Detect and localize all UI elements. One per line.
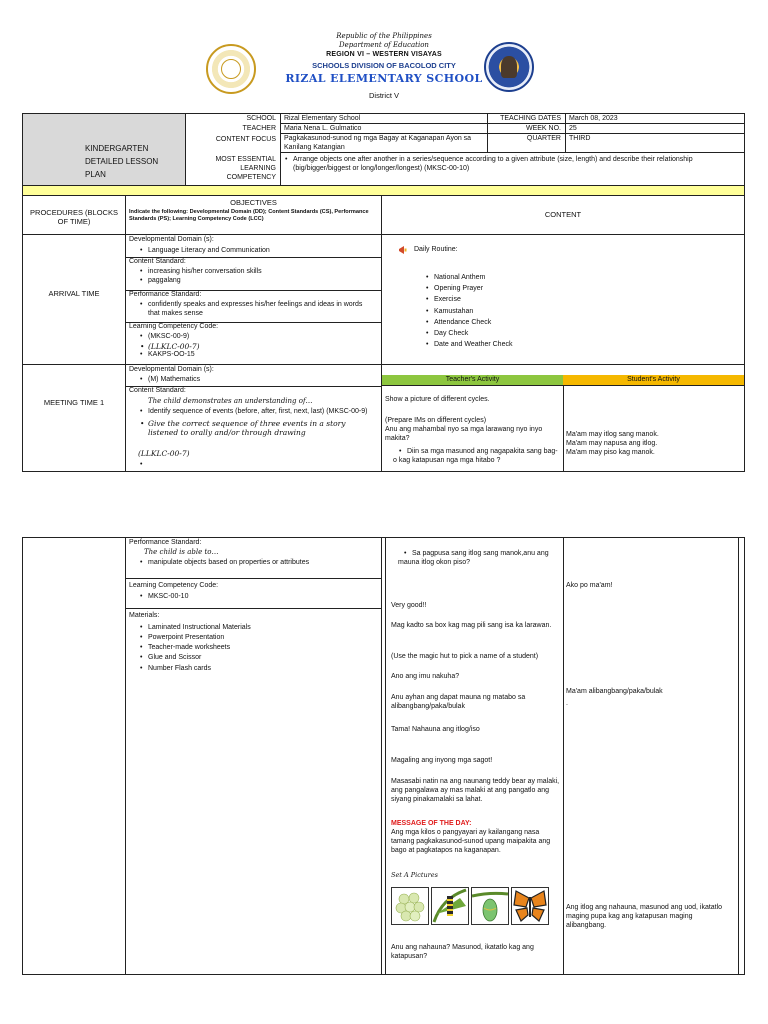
routine-item: • Opening Prayer xyxy=(424,283,624,294)
content-heading-cell xyxy=(381,195,745,235)
p2-material-item: • Glue and Scissor xyxy=(138,653,378,663)
teacher-p2: (Prepare IMs on different cycles) xyxy=(385,417,487,424)
meeting-label-cell xyxy=(22,364,126,472)
p2-t2: Very good!! xyxy=(391,602,427,609)
p2-t4: (Use the magic hut to pick a name of a student) xyxy=(391,653,539,660)
routine-item: • Exercise xyxy=(424,294,624,305)
arrival-dd-item: • Language Literacy and Communication xyxy=(138,247,378,256)
butterfly-icon xyxy=(511,887,549,925)
teacher-p1: Show a picture of different cycles. xyxy=(385,396,490,403)
dates-label: TEACHING DATES xyxy=(500,115,561,122)
meeting-cs-item: • Give the correct sequence of three events in a story listened to orally and/or through drawing xyxy=(138,419,376,438)
teacher-p4-list xyxy=(383,448,561,466)
p2-ps-list xyxy=(138,559,378,568)
focus-value-cell xyxy=(280,133,488,153)
p2-t5: Ano ang imu nakuha? xyxy=(391,673,460,680)
teacher-value: Maria Nena L. Gulmatico xyxy=(284,125,362,132)
meeting-cs-code: (LLKLC-00-7) xyxy=(138,449,190,458)
p2-ps-label: Performance Standard: xyxy=(129,539,202,546)
meeting-cs-label: Content Standard: xyxy=(129,387,186,394)
p2-s4: Ang itlog ang nahauna, masunod ang uod, ikatatlo maging pupa kag ang katapusan maging alibangbang. xyxy=(566,904,723,929)
meeting-objectives-cell xyxy=(125,364,382,472)
p2-t3: Mag kadto sa box kag mag pili sang isa ka larawan. xyxy=(391,622,552,629)
p2-lc-item: • MKSC-00-10 xyxy=(138,593,378,602)
arrival-lc-item: • KAKPS-OO-15 xyxy=(138,351,378,360)
eggs-icon xyxy=(391,887,429,925)
p2-material-item: • Teacher-made worksheets xyxy=(138,643,378,653)
p2-material-item: • Powerpoint Presentation xyxy=(138,633,378,643)
p2-material-item: • Number Flash cards xyxy=(138,664,378,674)
p2-content-cell xyxy=(381,537,745,975)
arrival-cs-item: • paggalang xyxy=(138,277,378,286)
arrival-ps-list xyxy=(138,301,370,319)
procedures-heading: PROCEDURES (BLOCKS OF TIME) xyxy=(30,208,118,227)
header-region: REGION VI – WESTERN VISAYAS xyxy=(326,51,442,58)
meeting-cs-item: • Identify sequence of events (before, after, first, next, last) (MKSC-00-9) xyxy=(138,408,376,417)
objectives-heading-cell xyxy=(125,195,382,235)
student-activity-header: Student's Activity xyxy=(563,375,745,386)
arrival-dd-label: Developmental Domain (s): xyxy=(129,236,214,243)
meeting-cs-list xyxy=(138,408,376,438)
teacher-p4: • Diin sa mga masunod ang nagapakita sang bag-o kag katapusan nga mga hitabo ? xyxy=(383,448,561,466)
meeting-dd-item: • (M) Mathematics xyxy=(138,376,378,385)
focus-value: Pagkakasunod-sunod ng mga Bagay at Kaganapan Ayon sa Kanilang Katangian xyxy=(284,135,472,151)
arrival-label-cell xyxy=(22,234,126,365)
p2-material-item: • Laminated Instructional Materials xyxy=(138,623,378,633)
p2-materials-list xyxy=(138,623,378,674)
p2-message-label: MESSAGE OF THE DAY: xyxy=(391,820,472,827)
p2-t9: Masasabi natin na ang naunang teddy bear ay malaki, ang pangalawa ay mas malaki at ang pangatlo ang siyang pinakamalaki sa lahat. xyxy=(391,778,560,803)
arrival-lc-label: Learning Competency Code: xyxy=(129,323,219,330)
arrival-ps-label: Performance Standard: xyxy=(129,291,202,298)
arrival-lc-item: • (LLKLC-00-7) xyxy=(138,342,378,351)
student-line: Ma'am may itlog sang manok. xyxy=(566,431,659,438)
routine-item: • Date and Weather Check xyxy=(424,339,624,350)
p2-lc-list xyxy=(138,593,378,602)
arrival-objectives-cell xyxy=(125,234,382,365)
routine-list xyxy=(424,272,624,350)
plan-title-cell xyxy=(22,113,186,186)
header-republic: Republic of the Philippines xyxy=(336,32,432,40)
arrival-dd-list xyxy=(138,247,378,256)
arrival-cs-list xyxy=(138,268,378,286)
info-labels-cell xyxy=(185,113,281,186)
header-district: District V xyxy=(369,91,399,100)
p2-materials-label: Materials: xyxy=(129,612,160,619)
dates-value: March 08, 2023 xyxy=(569,115,618,122)
quarter-label: QUARTER xyxy=(526,135,561,142)
competency-value-cell xyxy=(280,152,745,186)
arrival-label: ARRIVAL TIME xyxy=(48,289,100,298)
teacher-label: TEACHER xyxy=(242,125,276,132)
p2-objectives-cell xyxy=(125,537,382,975)
arrival-cs-item: • increasing his/her conversation skills xyxy=(138,268,378,277)
meeting-dd-list xyxy=(138,376,378,385)
meeting-content-cell xyxy=(381,364,745,472)
p2-t10: Ang mga kilos o pangyayari ay kailangang nasa tamang pagkakasunod-sunod upang maipakita ang bago at pagkatapos na kaganapan. xyxy=(391,829,551,854)
meeting-label: MEETING TIME 1 xyxy=(43,398,105,407)
p2-procedure-cell xyxy=(22,537,126,975)
routine-item: • Kamustahan xyxy=(424,306,624,317)
teacher-p3: Anu ang mahambal nyo sa mga larawang nyo inyo makita? xyxy=(385,426,543,442)
routine-title: Daily Routine: xyxy=(414,246,458,253)
student-line: Ma'am may piso kag manok. xyxy=(566,448,655,456)
student-lines xyxy=(566,431,742,457)
p2-ps-intro: The child is able to… xyxy=(144,548,219,556)
routine-item: • Day Check xyxy=(424,328,624,339)
p2-t8: Magaling ang inyong mga sagot! xyxy=(391,757,493,764)
objectives-heading: OBJECTIVES xyxy=(230,198,277,207)
competency-list xyxy=(283,156,741,174)
arrival-content-cell xyxy=(381,234,745,365)
content-focus-label: CONTENT FOCUS xyxy=(215,136,276,143)
arrival-lc-list xyxy=(138,333,378,360)
routine-item: • Attendance Check xyxy=(424,317,624,328)
arrival-ps-item: • confidently speaks and expresses his/her feelings and ideas in words that makes sense xyxy=(138,301,370,319)
p2-t6: Anu ayhan ang dapat mauna ng matabo sa alibangbang/paka/bulak xyxy=(391,694,526,710)
quarter-label-cell xyxy=(487,133,566,153)
objectives-note: Indicate the following: Developmental Domain (DD); Content Standards (CS), Performance Standards (PS); Learning Competency Code (LCC) xyxy=(129,209,369,222)
week-label: WEEK NO. xyxy=(525,125,561,132)
quarter-value: THIRD xyxy=(569,135,591,142)
p2-s3: . xyxy=(566,700,568,707)
caterpillar-icon xyxy=(431,887,469,925)
school-value: Rizal Elementary School xyxy=(284,115,361,122)
student-line: Ma'am may napusa ang itlog. xyxy=(566,439,658,447)
p2-lc-label: Learning Competency Code: xyxy=(129,582,219,589)
meeting-cs-intro: The child demonstrates an understanding of… xyxy=(148,397,313,405)
megaphone-icon xyxy=(398,245,408,255)
routine-item: • National Anthem xyxy=(424,272,624,283)
week-value: 25 xyxy=(569,125,577,132)
p2-t11: Anu ang nahauna? Masunod, ikatatlo kag ang katapusan? xyxy=(391,944,534,960)
teacher-activity-header: Teacher's Activity xyxy=(382,375,564,386)
header-school-name: RIZAL ELEMENTARY SCHOOL xyxy=(285,72,483,85)
letterhead xyxy=(0,28,768,108)
competency-value: • Arrange objects one after another in a series/sequence according to a given attribute (size, length) and describe their relationship (big/bigger/biggest or long/longer/longest) (MKSC-00-10) xyxy=(283,156,741,174)
arrival-cs-label: Content Standard: xyxy=(129,258,186,265)
arrival-lc-item: • (MKSC-00-9) xyxy=(138,333,378,342)
competency-label: MOST ESSENTIAL LEARNING COMPETENCY xyxy=(215,156,276,181)
p2-t7: Tama! Nahauna ang itlog/iso xyxy=(391,726,480,733)
plan-title: KINDERGARTEN DETAILED LESSON PLAN xyxy=(85,144,159,179)
header-department: Department of Education xyxy=(339,41,429,49)
p2-set-label: Set A Pictures xyxy=(391,871,438,879)
chrysalis-icon xyxy=(471,887,509,925)
procedures-heading-cell xyxy=(22,195,126,235)
p2-t1-list xyxy=(388,550,560,568)
p2-s2: Ma'am alibangbang/paka/bulak xyxy=(566,688,663,695)
meeting-dd-label: Developmental Domain (s): xyxy=(129,366,214,373)
p2-t1: • Sa pagpusa sang itlog sang manok,anu ang mauna itlog okon piso? xyxy=(388,550,560,568)
p2-s1: Ako po ma'am! xyxy=(566,582,613,589)
header-division: SCHOOLS DIVISION OF BACOLOD CITY xyxy=(312,61,456,70)
school-label: SCHOOL xyxy=(246,115,276,122)
quarter-value-cell xyxy=(565,133,745,153)
p2-ps-item: • manipulate objects based on properties or attributes xyxy=(138,559,378,568)
content-heading: CONTENT xyxy=(544,210,582,219)
